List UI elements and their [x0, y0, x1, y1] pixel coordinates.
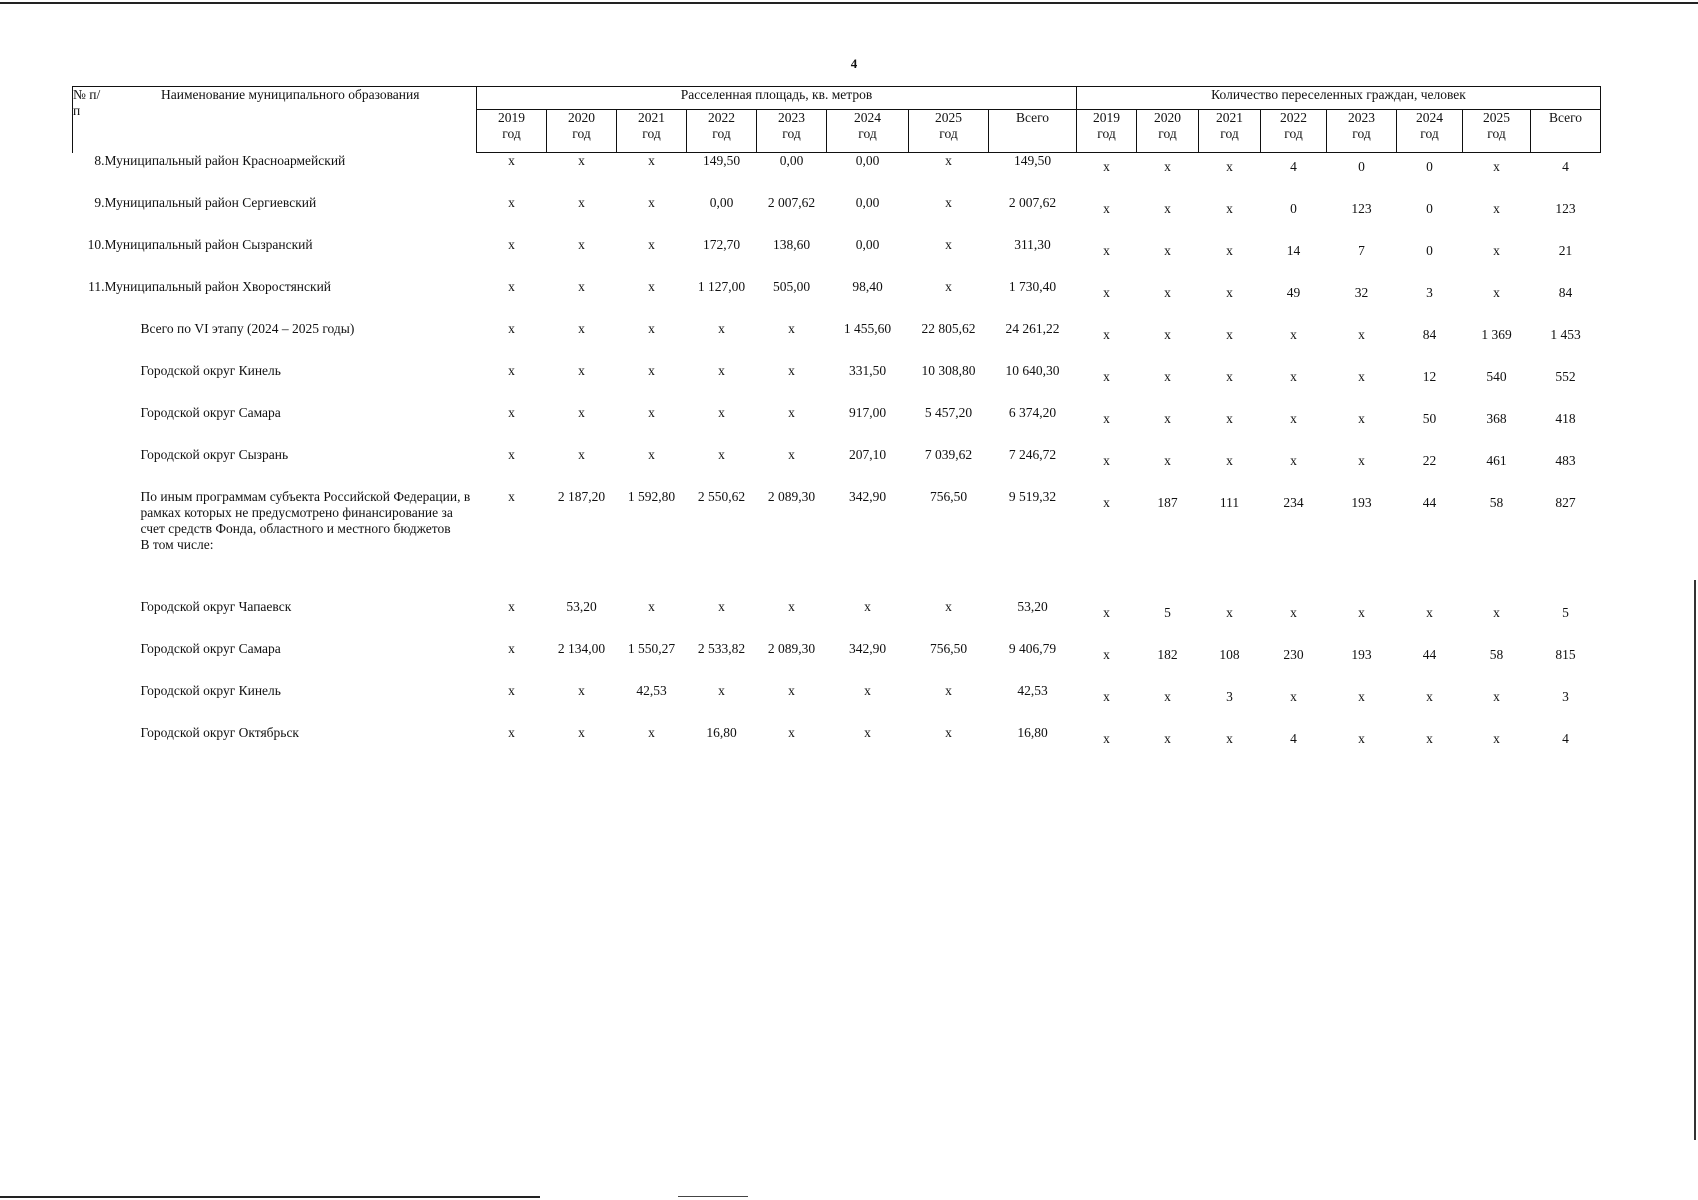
area-value-cell: x	[788, 362, 795, 378]
row-number: 10.	[87, 236, 105, 252]
row-number: 11.	[88, 278, 105, 294]
table-row	[73, 599, 1601, 641]
people-value-cell: x	[1164, 326, 1171, 342]
area-value-cell: x	[945, 682, 952, 698]
area-value-cell: x	[718, 362, 725, 378]
area-value-cell: 2 089,30	[767, 488, 816, 504]
people-value-cell: x	[1164, 242, 1171, 258]
people-value-cell: x	[1164, 284, 1171, 300]
area-value-cell: x	[945, 236, 952, 252]
area-value-cell: x	[945, 724, 952, 740]
people-value-cell: x	[1164, 452, 1171, 468]
area-value-cell: x	[945, 598, 952, 614]
people-value-cell: 234	[1283, 494, 1304, 510]
people-value-cell: 0	[1290, 200, 1297, 216]
scan-border-right	[1694, 580, 1696, 1140]
people-year-header: 2021 год	[1199, 110, 1261, 153]
area-value-cell: 2 007,62	[767, 194, 816, 210]
area-value-cell: x	[508, 682, 515, 698]
table-row	[73, 237, 1601, 279]
people-value-cell: 418	[1555, 410, 1576, 426]
column-header-num: № п/п	[73, 87, 105, 153]
people-value-cell: 84	[1422, 326, 1437, 342]
municipality-name: Городской округ Октябрьск	[140, 724, 299, 740]
people-value-cell: 12	[1422, 368, 1437, 384]
area-value-cell: x	[945, 153, 952, 168]
area-value-cell: 505,00	[772, 278, 811, 294]
area-value-cell: x	[508, 640, 515, 656]
people-value-cell: x	[1103, 368, 1110, 384]
area-value-cell: 0,00	[855, 194, 880, 210]
people-year-header: 2023 год	[1327, 110, 1397, 153]
people-value-cell: x	[1290, 688, 1297, 704]
area-value-cell: 149,50	[702, 153, 741, 168]
table-row	[73, 641, 1601, 683]
people-value-cell: 193	[1351, 494, 1372, 510]
area-value-cell: 2 007,62	[1008, 194, 1057, 210]
area-value-cell: 10 308,80	[921, 362, 976, 378]
scan-border-bottom-fragment	[678, 1196, 748, 1197]
municipality-name: Городской округ Самара	[140, 404, 281, 420]
area-value-cell: x	[648, 446, 655, 462]
column-header-name: Наименование муниципального образования	[105, 87, 477, 153]
row-number: 8.	[94, 152, 105, 168]
people-value-cell: x	[1103, 200, 1110, 216]
people-value-cell: x	[1226, 284, 1233, 300]
area-value-cell: 342,90	[848, 640, 887, 656]
people-value-cell: x	[1226, 604, 1233, 620]
area-value-cell: x	[864, 724, 871, 740]
area-value-cell: 1 455,60	[843, 320, 892, 336]
area-value-cell: x	[508, 404, 515, 420]
area-year-header: 2023 год	[757, 110, 827, 153]
area-value-cell: 2 550,62	[697, 488, 746, 504]
people-year-header: 2024 год	[1397, 110, 1463, 153]
people-value-cell: x	[1226, 326, 1233, 342]
people-value-cell: 827	[1555, 494, 1576, 510]
area-value-cell: 0,00	[855, 236, 880, 252]
area-value-cell: 917,00	[848, 404, 887, 420]
people-value-cell: 368	[1486, 410, 1507, 426]
people-total-header: Всего	[1531, 110, 1601, 153]
people-value-cell: x	[1103, 494, 1110, 510]
area-year-header: 2021 год	[617, 110, 687, 153]
area-value-cell: x	[864, 598, 871, 614]
people-value-cell: x	[1164, 159, 1171, 174]
people-value-cell: x	[1164, 688, 1171, 704]
table-row	[73, 447, 1601, 489]
people-value-cell: 44	[1422, 494, 1437, 510]
area-year-header: 2022 год	[687, 110, 757, 153]
area-value-cell: 2 533,82	[697, 640, 746, 656]
area-value-cell: x	[648, 598, 655, 614]
area-value-cell: 207,10	[848, 446, 887, 462]
area-value-cell: 172,70	[702, 236, 741, 252]
people-value-cell: x	[1358, 730, 1365, 746]
area-value-cell: x	[788, 724, 795, 740]
area-value-cell: 2 187,20	[557, 488, 606, 504]
area-value-cell: x	[508, 362, 515, 378]
area-value-cell: x	[508, 236, 515, 252]
people-value-cell: x	[1358, 452, 1365, 468]
area-value-cell: 1 730,40	[1008, 278, 1057, 294]
people-value-cell: 84	[1558, 284, 1573, 300]
people-value-cell: x	[1358, 688, 1365, 704]
area-group-header: Расселенная площадь, кв. метров	[477, 87, 1077, 110]
people-value-cell: x	[1226, 159, 1233, 174]
people-value-cell: 193	[1351, 646, 1372, 662]
area-value-cell: x	[648, 278, 655, 294]
row-number	[73, 725, 105, 767]
municipality-name: Всего по VI этапу (2024 – 2025 годы)	[140, 320, 355, 336]
area-value-cell: 53,20	[566, 598, 597, 614]
area-value-cell: x	[578, 320, 585, 336]
people-value-cell: 22	[1422, 452, 1437, 468]
area-value-cell: x	[508, 598, 515, 614]
area-total-header: Всего	[989, 110, 1077, 153]
area-value-cell: 342,90	[848, 488, 887, 504]
people-value-cell: 58	[1489, 494, 1504, 510]
area-value-cell: x	[648, 153, 655, 168]
area-value-cell: x	[508, 446, 515, 462]
area-value-cell: x	[578, 682, 585, 698]
area-value-cell: 756,50	[929, 640, 968, 656]
people-value-cell: x	[1358, 326, 1365, 342]
people-value-cell: x	[1103, 284, 1110, 300]
area-value-cell: 0,00	[779, 153, 804, 168]
row-number	[73, 641, 105, 683]
people-year-header: 2022 год	[1261, 110, 1327, 153]
municipality-name: По иным программам субъекта Российской Федерации, в рамках которых не предусмотрено финансирование за счет средств Фонда, областного и местного бюджетов В том числе:	[140, 488, 471, 552]
table-row	[73, 683, 1601, 725]
people-value-cell: x	[1493, 688, 1500, 704]
people-value-cell: x	[1358, 604, 1365, 620]
people-value-cell: x	[1226, 368, 1233, 384]
table-row	[73, 195, 1601, 237]
people-value-cell: x	[1164, 200, 1171, 216]
people-value-cell: x	[1103, 730, 1110, 746]
area-value-cell: x	[508, 488, 515, 504]
people-value-cell: 4	[1562, 159, 1569, 174]
people-value-cell: 230	[1283, 646, 1304, 662]
area-value-cell: 7 246,72	[1008, 446, 1057, 462]
table-row	[73, 405, 1601, 447]
people-value-cell: x	[1493, 242, 1500, 258]
area-year-header: 2020 год	[547, 110, 617, 153]
people-value-cell: x	[1290, 604, 1297, 620]
municipality-name: Муниципальный район Сергиевский	[104, 194, 317, 210]
people-value-cell: x	[1103, 688, 1110, 704]
area-year-header: 2024 год	[827, 110, 909, 153]
area-value-cell: 6 374,20	[1008, 404, 1057, 420]
people-value-cell: 3	[1226, 688, 1233, 704]
area-value-cell: x	[788, 404, 795, 420]
people-year-header: 2020 год	[1137, 110, 1199, 153]
table-row	[73, 279, 1601, 321]
people-value-cell: 4	[1290, 730, 1297, 746]
area-value-cell: 24 261,22	[1005, 320, 1060, 336]
area-value-cell: x	[648, 362, 655, 378]
area-value-cell: x	[508, 724, 515, 740]
area-value-cell: x	[578, 724, 585, 740]
people-value-cell: 5	[1164, 604, 1171, 620]
scan-border-bottom	[0, 1196, 540, 1198]
people-value-cell: x	[1164, 410, 1171, 426]
area-value-cell: x	[718, 446, 725, 462]
people-value-cell: x	[1358, 410, 1365, 426]
area-value-cell: x	[718, 682, 725, 698]
area-value-cell: x	[648, 724, 655, 740]
people-value-cell: 14	[1286, 242, 1301, 258]
area-value-cell: x	[788, 682, 795, 698]
municipality-name: Муниципальный район Хворостянский	[104, 278, 332, 294]
people-value-cell: x	[1493, 200, 1500, 216]
area-value-cell: x	[578, 446, 585, 462]
area-value-cell: x	[788, 320, 795, 336]
people-value-cell: 5	[1562, 604, 1569, 620]
area-value-cell: x	[508, 153, 515, 168]
municipality-name: Городской округ Чапаевск	[140, 598, 292, 614]
people-value-cell: x	[1358, 368, 1365, 384]
people-value-cell: 0	[1358, 159, 1365, 174]
people-value-cell: 21	[1558, 242, 1573, 258]
people-value-cell: x	[1426, 688, 1433, 704]
area-value-cell: 311,30	[1014, 236, 1051, 252]
area-value-cell: x	[788, 598, 795, 614]
area-value-cell: 1 550,27	[627, 640, 676, 656]
people-value-cell: x	[1164, 368, 1171, 384]
people-value-cell: 815	[1555, 646, 1576, 662]
people-value-cell: 44	[1422, 646, 1437, 662]
area-value-cell: x	[945, 194, 952, 210]
area-value-cell: 16,80	[706, 724, 737, 740]
people-value-cell: x	[1226, 452, 1233, 468]
area-value-cell: x	[864, 682, 871, 698]
people-value-cell: 32	[1354, 284, 1369, 300]
resettlement-table	[72, 86, 1601, 767]
people-value-cell: x	[1290, 368, 1297, 384]
people-value-cell: x	[1226, 410, 1233, 426]
people-value-cell: 3	[1426, 284, 1433, 300]
people-value-cell: x	[1426, 604, 1433, 620]
people-value-cell: 0	[1426, 159, 1433, 174]
area-value-cell: x	[578, 236, 585, 252]
people-value-cell: 123	[1555, 200, 1576, 216]
people-value-cell: 483	[1555, 452, 1576, 468]
area-value-cell: 9 406,79	[1008, 640, 1057, 656]
municipality-name: Городской округ Сызрань	[140, 446, 289, 462]
area-value-cell: x	[578, 194, 585, 210]
people-year-header: 2025 год	[1463, 110, 1531, 153]
people-value-cell: x	[1290, 326, 1297, 342]
area-value-cell: x	[648, 404, 655, 420]
people-value-cell: x	[1103, 452, 1110, 468]
people-value-cell: 4	[1562, 730, 1569, 746]
area-value-cell: 22 805,62	[921, 320, 976, 336]
people-value-cell: x	[1103, 410, 1110, 426]
row-number	[73, 489, 105, 599]
people-group-header: Количество переселенных граждан, человек	[1077, 87, 1601, 110]
people-value-cell: 0	[1426, 242, 1433, 258]
people-value-cell: 49	[1286, 284, 1301, 300]
area-value-cell: x	[578, 278, 585, 294]
area-value-cell: 16,80	[1017, 724, 1048, 740]
people-value-cell: 1 453	[1550, 326, 1581, 342]
area-value-cell: 42,53	[636, 682, 667, 698]
people-value-cell: x	[1493, 284, 1500, 300]
area-value-cell: x	[648, 320, 655, 336]
area-value-cell: 0,00	[855, 153, 880, 168]
municipality-name: Городской округ Самара	[140, 640, 281, 656]
row-number: 9.	[94, 194, 105, 210]
people-value-cell: 187	[1157, 494, 1178, 510]
scan-border-top	[0, 2, 1698, 4]
row-number	[73, 599, 105, 641]
area-value-cell: x	[578, 153, 585, 168]
people-value-cell: x	[1226, 242, 1233, 258]
area-value-cell: x	[648, 194, 655, 210]
area-year-header: 2025 год	[909, 110, 989, 153]
table-row	[73, 321, 1601, 363]
people-value-cell: x	[1493, 159, 1500, 174]
page-number: 4	[850, 56, 858, 71]
area-value-cell: 7 039,62	[924, 446, 973, 462]
area-value-cell: 5 457,20	[924, 404, 973, 420]
people-value-cell: x	[1103, 326, 1110, 342]
table-body	[73, 153, 1601, 767]
people-value-cell: 540	[1486, 368, 1507, 384]
area-value-cell: x	[578, 362, 585, 378]
people-value-cell: 3	[1562, 688, 1569, 704]
people-value-cell: x	[1103, 604, 1110, 620]
municipality-name: Городской округ Кинель	[140, 682, 281, 698]
people-value-cell: x	[1164, 730, 1171, 746]
people-value-cell: 7	[1358, 242, 1365, 258]
people-value-cell: 58	[1489, 646, 1504, 662]
area-value-cell: 138,60	[772, 236, 811, 252]
people-value-cell: 461	[1486, 452, 1507, 468]
municipality-name: Городской округ Кинель	[140, 362, 281, 378]
area-value-cell: x	[788, 446, 795, 462]
table-row	[73, 489, 1601, 599]
area-value-cell: x	[945, 278, 952, 294]
area-value-cell: 756,50	[929, 488, 968, 504]
area-value-cell: x	[508, 194, 515, 210]
municipality-name: Муниципальный район Красноармейский	[104, 152, 346, 168]
area-value-cell: 331,50	[848, 362, 887, 378]
people-value-cell: x	[1103, 159, 1110, 174]
area-value-cell: 9 519,32	[1008, 488, 1057, 504]
row-number	[73, 405, 105, 447]
area-value-cell: x	[508, 320, 515, 336]
area-value-cell: 1 592,80	[627, 488, 676, 504]
area-value-cell: 10 640,30	[1005, 362, 1060, 378]
area-value-cell: 53,20	[1017, 598, 1048, 614]
people-year-header: 2019 год	[1077, 110, 1137, 153]
area-value-cell: x	[508, 278, 515, 294]
row-number	[73, 363, 105, 405]
area-value-cell: x	[718, 598, 725, 614]
row-number	[73, 447, 105, 489]
area-value-cell: x	[648, 236, 655, 252]
people-value-cell: 108	[1219, 646, 1240, 662]
people-value-cell: 1 369	[1481, 326, 1512, 342]
people-value-cell: 0	[1426, 200, 1433, 216]
municipality-name: Муниципальный район Сызранский	[104, 236, 313, 252]
area-value-cell: 42,53	[1017, 682, 1048, 698]
table-row	[73, 363, 1601, 405]
area-value-cell: x	[578, 404, 585, 420]
row-number	[73, 683, 105, 725]
people-value-cell: x	[1103, 646, 1110, 662]
area-value-cell: 98,40	[852, 278, 883, 294]
people-value-cell: x	[1226, 730, 1233, 746]
area-value-cell: 2 089,30	[767, 640, 816, 656]
area-value-cell: 1 127,00	[697, 278, 746, 294]
people-value-cell: 111	[1219, 494, 1240, 510]
people-value-cell: 123	[1351, 200, 1372, 216]
area-value-cell: x	[718, 320, 725, 336]
people-value-cell: 182	[1157, 646, 1178, 662]
area-value-cell: 0,00	[709, 194, 734, 210]
people-value-cell: x	[1103, 242, 1110, 258]
people-value-cell: 50	[1422, 410, 1437, 426]
people-value-cell: x	[1290, 452, 1297, 468]
people-value-cell: x	[1493, 604, 1500, 620]
table-row	[73, 725, 1601, 767]
area-value-cell: x	[718, 404, 725, 420]
table-row	[73, 153, 1601, 195]
people-value-cell: x	[1426, 730, 1433, 746]
area-value-cell: 149,50	[1013, 153, 1052, 168]
people-value-cell: 552	[1555, 368, 1576, 384]
people-value-cell: x	[1493, 730, 1500, 746]
people-value-cell: x	[1290, 410, 1297, 426]
people-value-cell: x	[1226, 200, 1233, 216]
people-value-cell: 4	[1290, 159, 1297, 174]
area-year-header: 2019 год	[477, 110, 547, 153]
area-value-cell: 2 134,00	[557, 640, 606, 656]
row-number	[73, 321, 105, 363]
